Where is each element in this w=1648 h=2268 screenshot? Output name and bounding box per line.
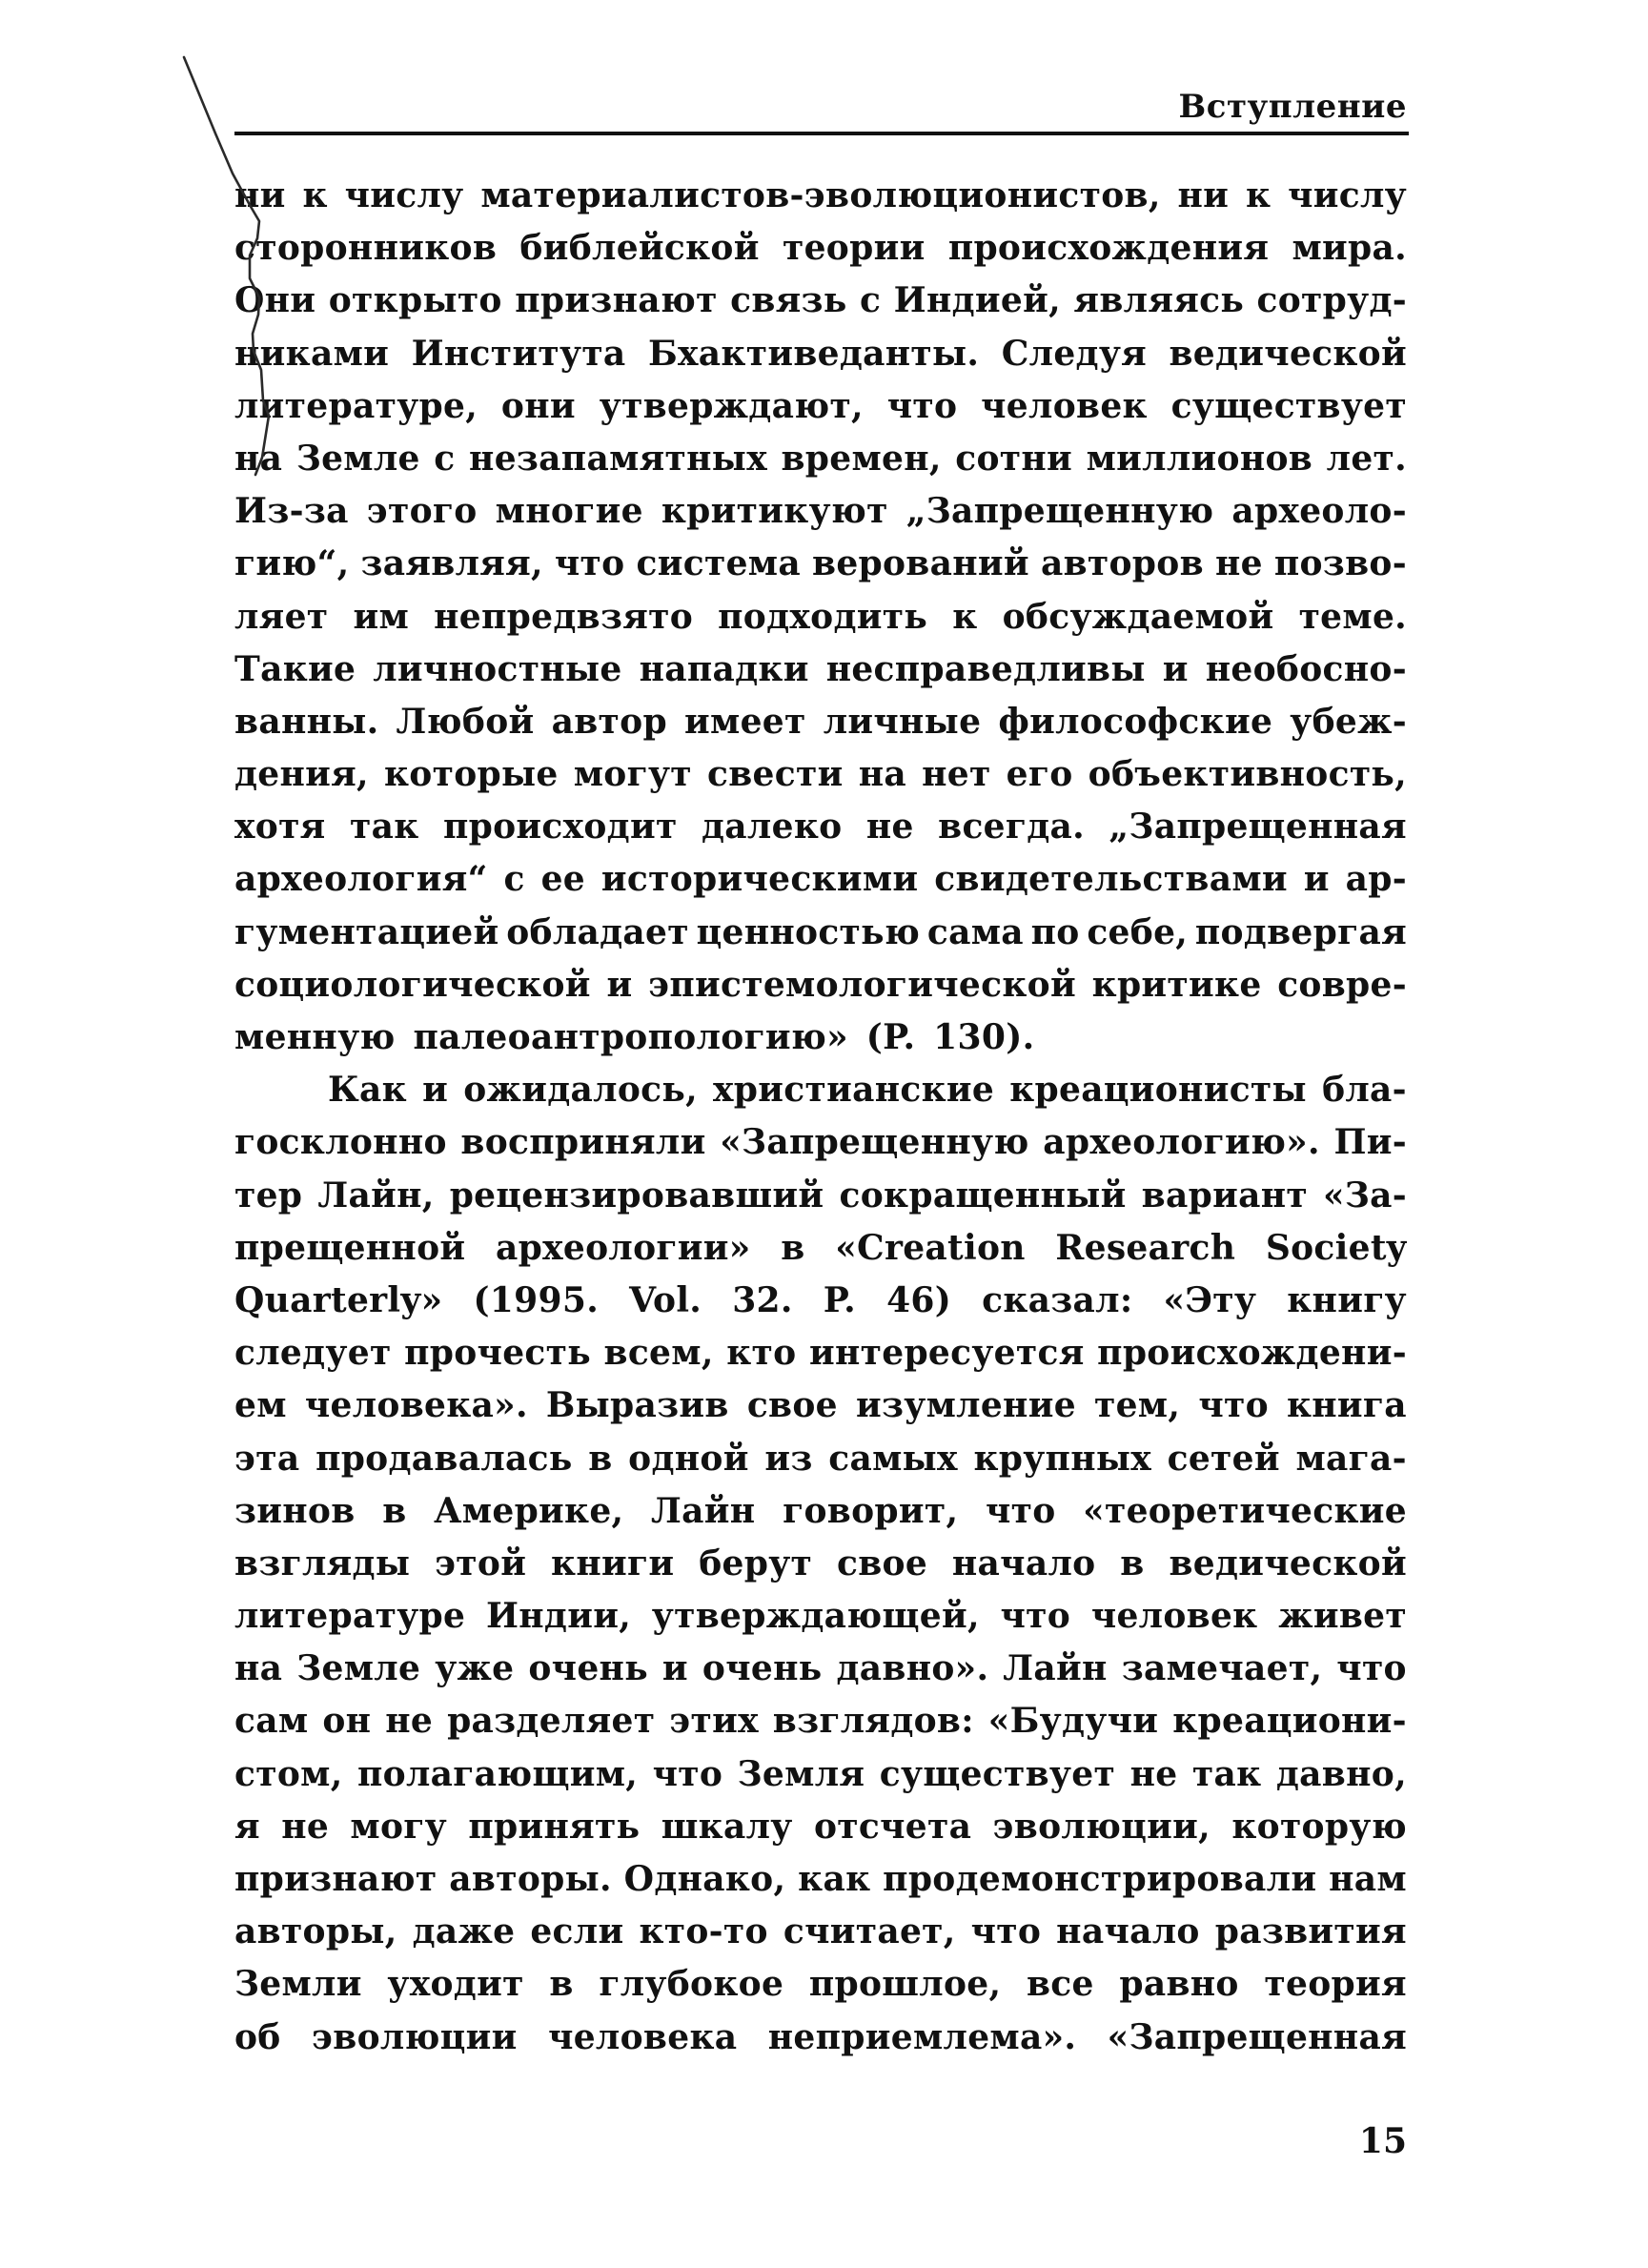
- text-line: никами Института Бхактиведанты. Следуя ведической: [234, 333, 1407, 374]
- text-line: литературе Индии, утверждающей, что человек живет: [234, 1596, 1407, 1637]
- text-line: Quarterly» (1995. Vol. 32. P. 46) сказал: «Эту книгу: [234, 1279, 1407, 1320]
- text-line: Как и ожидалось, христианские креационисты бла-: [328, 1070, 1407, 1111]
- running-head: Вступление: [1178, 88, 1407, 126]
- text-line: эта продавалась в одной из самых крупных сетей мага-: [234, 1438, 1407, 1479]
- text-line: археология“ с ее историческими свидетельствами и ар-: [234, 859, 1407, 900]
- text-line: литературе, они утверждают, что человек существует: [234, 385, 1407, 426]
- text-line: зинов в Америке, Лайн говорит, что «теоретические: [234, 1490, 1407, 1531]
- text-line: признают авторы. Однако, как продемонстрировали нам: [234, 1859, 1407, 1899]
- text-line: взгляды этой книги берут свое начало в ведической: [234, 1543, 1407, 1584]
- text-line: авторы, даже если кто-то считает, что начало развития: [234, 1911, 1407, 1952]
- page-number: 15: [1358, 2121, 1407, 2161]
- text-line: ванны. Любой автор имеет личные философские убеж-: [234, 701, 1407, 742]
- text-line: гию“, заявляя, что система верований авторов не позво-: [234, 543, 1407, 584]
- body-text: [234, 170, 1407, 2064]
- text-line: сам он не разделяет этих взглядов: «Будучи креациони-: [234, 1701, 1407, 1742]
- text-line: ляет им непредвзято подходить к обсуждаемой теме.: [234, 596, 1407, 637]
- text-line: на Земле с незапамятных времен, сотни миллионов лет.: [234, 438, 1407, 479]
- text-line: ни к числу материалистов-эволюционистов, ни к числу: [234, 175, 1407, 215]
- text-line: гументацией обладает ценностью сама по себе, подвергая: [234, 911, 1407, 952]
- text-line: хотя так происходит далеко не всегда. „Запрещенная: [234, 807, 1407, 848]
- text-line: Земли уходит в глубокое прошлое, все равно теория: [234, 1964, 1407, 2005]
- text-line: стом, полагающим, что Земля существует не так давно,: [234, 1753, 1407, 1794]
- header-rule: [234, 132, 1409, 135]
- text-line: тер Лайн, рецензировавший сокращенный вариант «За-: [234, 1175, 1407, 1216]
- text-line: Они открыто признают связь с Индией, являясь сотруд-: [234, 280, 1407, 321]
- text-line: ем человека». Выразив свое изумление тем, что книга: [234, 1385, 1407, 1426]
- text-line: сторонников библейской теории происхождения мира.: [234, 228, 1407, 269]
- text-line: прещенной археологии» в «Creation Research Society: [234, 1227, 1407, 1268]
- text-line: я не могу принять шкалу отсчета эволюции, которую: [234, 1806, 1407, 1847]
- text-line: госклонно восприняли «Запрещенную археологию». Пи-: [234, 1122, 1407, 1163]
- text-line: Такие личностные нападки несправедливы и необосно-: [234, 648, 1407, 689]
- text-line: Из-за этого многие критикуют „Запрещенную археоло-: [234, 491, 1407, 532]
- text-line: менную палеоантропологию» (P. 130).: [234, 1017, 1035, 1057]
- text-line: дения, которые могут свести на нет его объективность,: [234, 754, 1407, 795]
- text-line: следует прочесть всем, кто интересуется происхождени-: [234, 1333, 1407, 1374]
- text-line: об эволюции человека неприемлема». «Запрещенная: [234, 2016, 1407, 2057]
- text-line: на Земле уже очень и очень давно». Лайн замечает, что: [234, 1648, 1407, 1689]
- text-line: социологической и эпистемологической критике совре-: [234, 964, 1407, 1005]
